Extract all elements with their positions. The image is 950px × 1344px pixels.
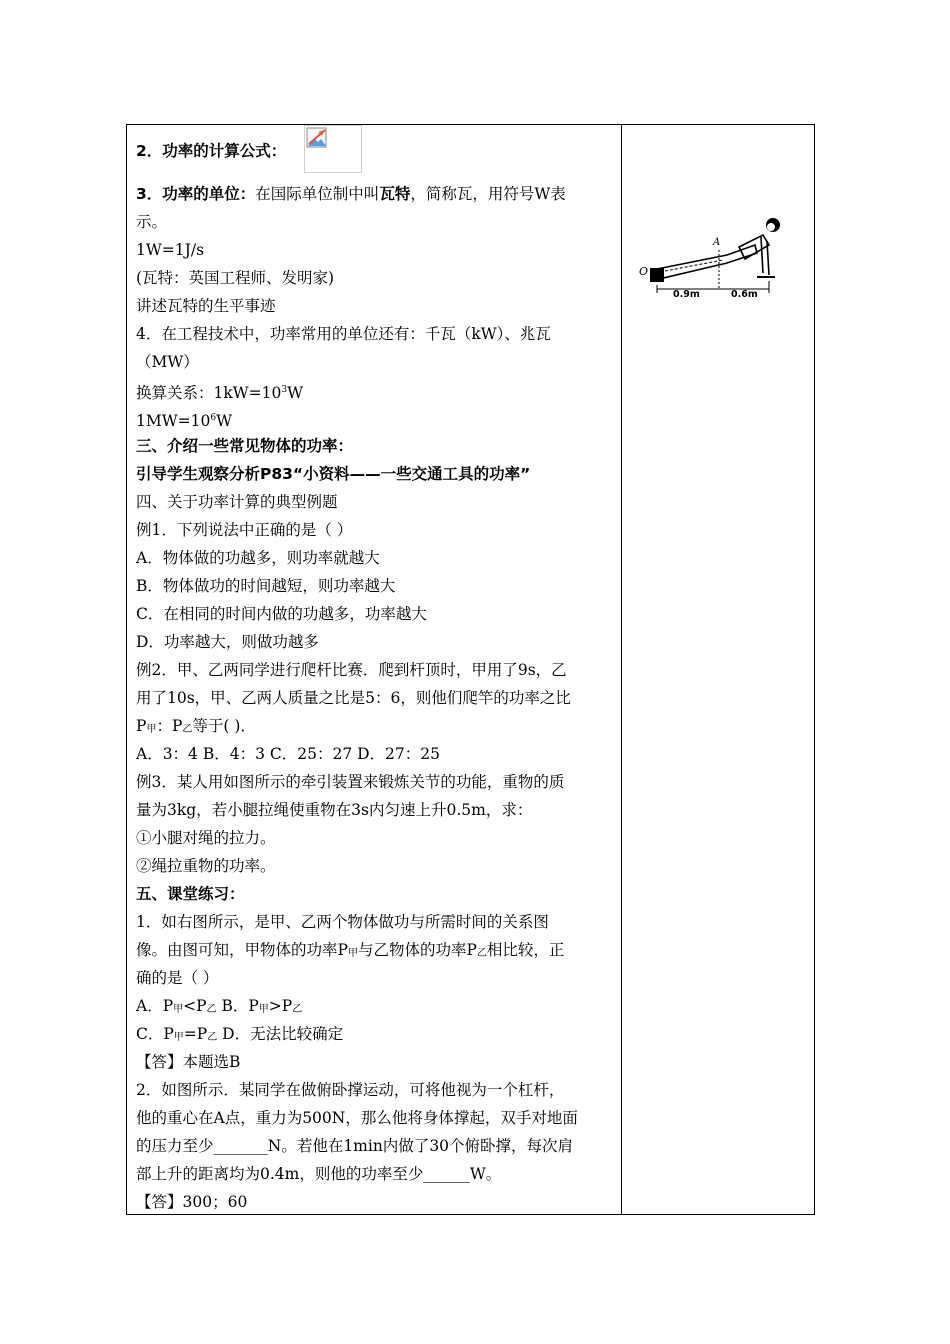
text-line: 1．如右图所示，是甲、乙两个物体做功与所需时间的关系图	[136, 913, 549, 931]
subscript: 乙	[207, 1032, 218, 1043]
text-segment: >P	[268, 997, 293, 1015]
text-line: 确的是（ ）	[136, 969, 219, 987]
text-segment: B．P	[216, 997, 259, 1015]
text-line: 例3．某人用如图所示的牵引装置来锻炼关节的功能，重物的质	[136, 773, 565, 791]
text-line: （MW）	[136, 353, 199, 371]
text-line: 【答】本题选B	[136, 1053, 241, 1071]
text-line: B．物体做功的时间越短，则功率越大	[136, 577, 396, 595]
text-line: 部上升的距离均为0.4m，则他的功率至少______W。	[136, 1165, 502, 1183]
subscript: 乙	[292, 1004, 303, 1015]
column-divider	[621, 125, 622, 1214]
subscript: 甲	[173, 1004, 184, 1015]
text-line: 量为3kg，若小腿拉绳使重物在3s内匀速上升0.5m，求：	[136, 801, 533, 819]
text-line	[136, 717, 256, 739]
point-label: A	[713, 237, 721, 248]
text-segment: 在国际单位制中叫	[255, 185, 380, 203]
broken-image-icon	[306, 127, 328, 149]
text-segment: =P	[183, 1025, 208, 1043]
subscript: 乙	[476, 948, 487, 959]
text-segment: A．P	[136, 997, 174, 1015]
lesson-table	[126, 124, 815, 1215]
text-segment: 换算关系：1kW=10	[136, 384, 282, 402]
subscript: 甲	[146, 724, 157, 735]
text-line: 1W=1J/s	[136, 241, 205, 259]
arms	[761, 237, 769, 275]
text-segment: 等于( )．	[192, 717, 256, 735]
text-line: 讲述瓦特的生平事迹	[136, 297, 276, 315]
text-line: 引导学生观察分析P83“小资料——一些交通工具的功率”	[136, 465, 531, 483]
text-segment: <P	[183, 997, 207, 1015]
text-segment: P	[136, 717, 147, 735]
text-line: 三、介绍一些常见物体的功率：	[136, 437, 354, 455]
text-line: C．在相同的时间内做的功越多，功率越大	[136, 605, 427, 623]
distance-label-2: 0.6m	[731, 289, 758, 300]
text-segment: C．P	[136, 1025, 174, 1043]
text-line	[136, 941, 564, 963]
subscript: 乙	[182, 724, 193, 735]
pivot-label: O	[639, 265, 649, 278]
formula-image-placeholder	[304, 125, 362, 173]
text-line: A．3：4 B．4：3 C．25：27 D．27：25	[136, 745, 440, 763]
subscript: 甲	[347, 948, 358, 959]
text-line	[136, 185, 566, 203]
text-segment: 3．功率的单位：	[136, 185, 256, 203]
subscript: 甲	[258, 1004, 269, 1015]
text-segment: D．无法比较确定	[217, 1025, 344, 1043]
text-line: 例1．下列说法中正确的是（ ）	[136, 521, 353, 539]
text-line	[136, 409, 232, 430]
text-segment: 1MW=10	[136, 412, 211, 430]
text-line: A．物体做的功越多，则功率就越大	[136, 549, 380, 567]
text-segment: 相比较，正	[486, 941, 565, 959]
text-line: 五、课堂练习：	[136, 885, 245, 903]
torso-outline	[739, 235, 769, 259]
text-line: 他的重心在A点，重力为500N，那么他将身体撑起，双手对地面	[136, 1109, 578, 1127]
text-segment: 像。由图可知，甲物体的功率P	[136, 941, 348, 959]
superscript: 3	[281, 385, 288, 395]
text-segment: 瓦特	[379, 185, 411, 203]
pushup-lever-figure	[635, 205, 795, 300]
body-outline	[657, 245, 757, 279]
subscript: 甲	[173, 1032, 184, 1043]
text-line: 用了10s，甲、乙两人质量之比是5：6，则他们爬竿的功率之比	[136, 689, 571, 707]
text-line: 的压力至少_______N。若他在1min内做了30个俯卧撑，每次肩	[136, 1137, 574, 1155]
face	[767, 223, 775, 231]
superscript: 6	[210, 413, 217, 423]
text-line: 2．功率的计算公式：	[136, 142, 287, 160]
text-line	[136, 1025, 343, 1047]
text-line: D．功率越大，则做功越多	[136, 633, 319, 651]
text-segment: W	[216, 412, 233, 430]
text-segment: ：P	[156, 717, 183, 735]
text-line: 2．如图所示．某同学在做俯卧撑运动，可将他视为一个杠杆，	[136, 1081, 565, 1099]
distance-label-1: 0.9m	[673, 289, 700, 300]
text-line: 4．在工程技术中，功率常用的单位还有：千瓦（kW）、兆瓦	[136, 325, 551, 343]
text-line: 【答】300；60	[136, 1193, 248, 1211]
text-line: ②绳拉重物的功率。	[136, 857, 276, 875]
text-line: 示。	[136, 213, 168, 231]
text-line: (瓦特：英国工程师、发明家)	[136, 269, 335, 287]
text-segment: ，简称瓦，用符号W表	[410, 185, 566, 203]
text-segment: 与乙物体的功率P	[357, 941, 477, 959]
text-line: 例2．甲、乙两同学进行爬杆比赛．爬到杆顶时，甲用了9s，乙	[136, 661, 567, 679]
text-line: 四、关于功率计算的典型例题	[136, 493, 338, 511]
text-segment: W	[287, 384, 304, 402]
text-line	[136, 381, 303, 402]
text-line: ①小腿对绳的拉力。	[136, 829, 276, 847]
subscript: 乙	[206, 1004, 217, 1015]
text-line	[136, 997, 302, 1019]
